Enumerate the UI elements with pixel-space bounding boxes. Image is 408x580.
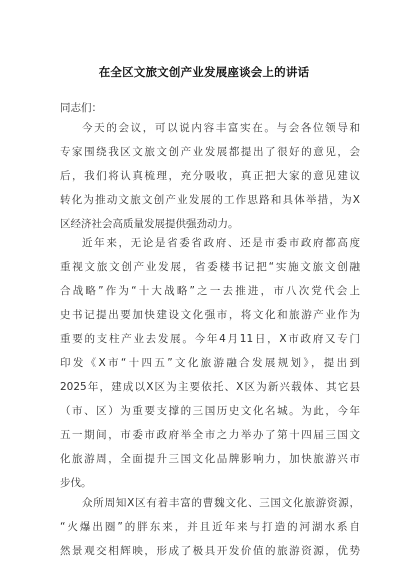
text-line: 合战略”作为“十大战略”之一去推进，市八次党代会上 bbox=[60, 285, 360, 297]
text-line: 印发《X市“十四五”文化旅游融合发展规划》，提出到 bbox=[60, 357, 360, 369]
text-line: 众所周知X区有着丰富的曹魏文化、三国文化旅游资源， bbox=[82, 497, 360, 509]
text-line: 2025年，建成以X区为主要依托、X区为新兴载体、其它县 bbox=[60, 381, 360, 393]
salutation: 同志们： bbox=[60, 102, 102, 114]
text-line: 步伐。 bbox=[60, 477, 92, 489]
paragraph-background bbox=[60, 231, 360, 495]
text-line: 史书记提出要加快建设文化强市，将文化和旅游产业作为 bbox=[60, 309, 360, 321]
paragraph-opening bbox=[60, 116, 360, 236]
text-line: 近年来，无论是省委省政府、还是市委市政府都高度 bbox=[82, 237, 360, 249]
text-line: 后，我们将认真梳理，充分吸收，真正把大家的意见建议 bbox=[60, 170, 360, 182]
paragraph-resources bbox=[60, 491, 360, 563]
text-line: 重视文旅文创产业发展，省委楼书记把“实施文旅文创融 bbox=[60, 261, 360, 273]
text-line: “火爆出圈”的胖东来，并且近年来与打造的河湖水系自 bbox=[60, 521, 360, 533]
text-line: 今天的会议，可以说内容丰富实在。与会各位领导和 bbox=[82, 122, 360, 134]
text-line: 转化为推动文旅文创产业发展的工作思路和具体举措，为X bbox=[60, 194, 360, 206]
text-line: 五一期间，市委市政府举全市之力举办了第十四届三国文 bbox=[60, 429, 360, 441]
text-line: 然景观交相辉映，形成了极具开发价值的旅游资源，优势 bbox=[60, 545, 360, 557]
text-line: 化旅游周，全面提升三国文化品牌影响力，加快旅游兴市 bbox=[60, 453, 360, 465]
text-line: 区经济社会高质量发展提供强劲动力。 bbox=[60, 218, 239, 230]
text-line: 重要的支柱产业去发展。今年4月11日，X市政府又专门 bbox=[60, 333, 360, 345]
text-line: 专家围绕我区文旅文创产业发展都提出了很好的意见，会 bbox=[60, 146, 360, 158]
document-title: 在全区文旅文创产业发展座谈会上的讲话 bbox=[98, 65, 310, 79]
text-line: （市、区）为重要支撑的三国历史文化名城。为此，今年 bbox=[60, 405, 360, 417]
